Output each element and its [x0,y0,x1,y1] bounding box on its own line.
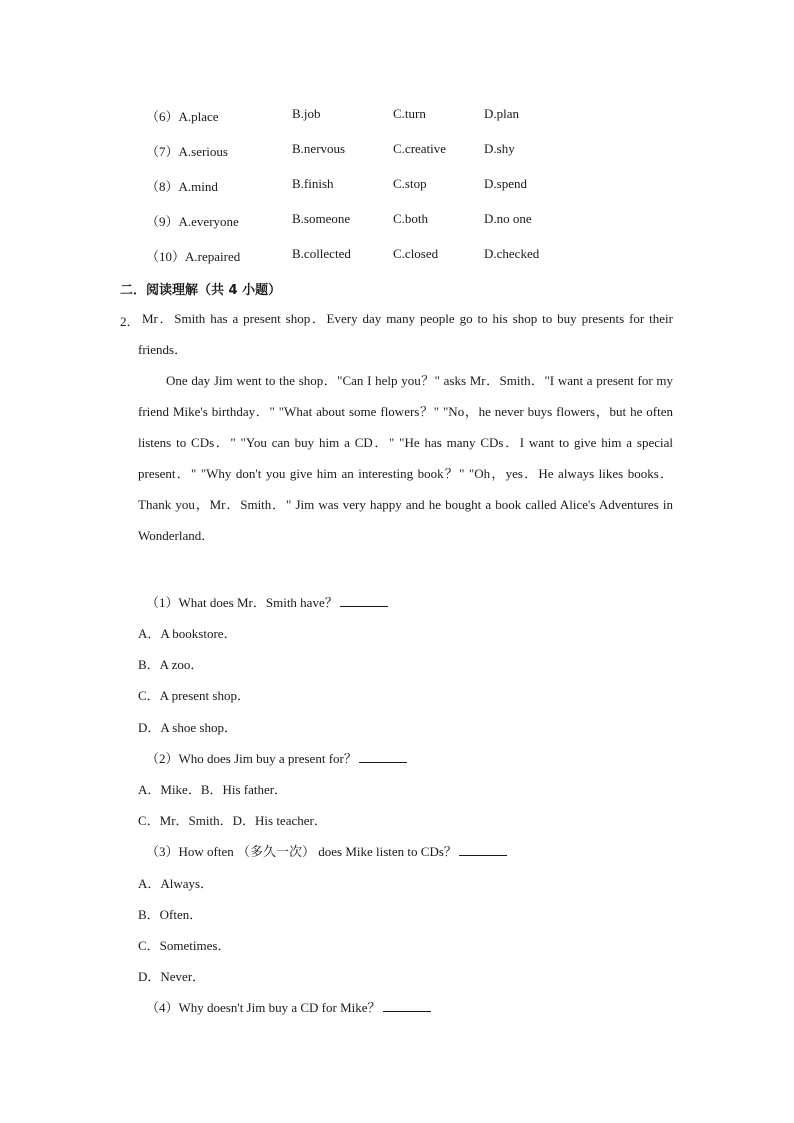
question-1-option-c: C．A present shop． [138,688,250,703]
cloze-row-9 [0,211,794,231]
answer-blank[interactable] [383,999,431,1012]
question-intro: Mr．Smith has a present shop．Every day many people go to his shop to buy presents for their friends． [138,311,673,357]
option-d: D.shy [484,141,515,156]
question-1-stem: （1）What does Mr．Smith have？ [146,592,388,611]
option-c: C.closed [393,246,439,261]
option-c: C.both [393,211,429,226]
question-1-option-b: B．A zoo． [138,657,204,672]
option-a: （7）A.serious [146,144,228,159]
question-2-stem: （2）Who does Jim buy a present for？ [146,748,407,767]
question-3-option-c: C．Sometimes． [138,938,231,953]
option-a: （9）A.everyone [146,214,239,229]
answer-blank[interactable] [359,750,407,763]
option-b: B.finish [292,176,334,191]
question-3-stem: （3）How often （多久一次） does Mike listen to CDs？ [146,841,507,860]
option-a: （8）A.mind [146,179,218,194]
option-b: B.nervous [292,141,346,156]
section-title: 二．阅读理解（共 4 小题） [120,283,282,298]
option-c: C.turn [393,106,426,121]
question-4-stem: （4）Why doesn't Jim buy a CD for Mike？ [146,997,431,1016]
cloze-row-10 [0,246,794,266]
question-3-option-b: B．Often． [138,907,203,922]
option-b: B.someone [292,211,351,226]
option-d: D.plan [484,106,520,121]
answer-blank[interactable] [459,843,507,856]
option-c: C.stop [393,176,427,191]
option-b: B.collected [292,246,351,261]
option-c: C.creative [393,141,447,156]
question-3-option-a: A．Always． [138,876,214,891]
option-b: B.job [292,106,321,121]
option-d: D.checked [484,246,540,261]
cloze-row-7 [0,141,794,161]
cloze-row-6 [0,106,794,126]
option-a: （10）A.repaired [146,249,241,264]
question-1-option-d: D．A shoe shop． [138,720,237,735]
option-a: （6）A.place [146,109,219,124]
option-d: D.no one [484,211,532,226]
question-3-option-d: D．Never． [138,969,206,984]
cloze-row-8 [0,176,794,196]
option-d: D.spend [484,176,527,191]
question-2-options-ab: A．Mike．B．His father． [138,782,288,797]
reading-passage: One day Jim went to the shop．"Can I help you？" asks Mr．Smith．"I want a present for my friend Mike's birthday．" "What about some flowers？" "No，he never buys flowers，but he often listens to CDs．" "You can buy him a CD．" "He has many CDs．I want to give him a special present．" "Why don't you give him an interesting book？" "Oh，yes．He always likes books．Thank you，Mr．Smith．" Jim was very happy and he bought a book called Alice's Adventures in Wonderland． [138,373,673,543]
question-1-option-a: A．A bookstore． [138,626,237,641]
question-2-options-cd: C．Mr．Smith．D．His teacher． [138,813,327,828]
question-number: 2． [120,314,140,329]
answer-blank[interactable] [340,594,388,607]
